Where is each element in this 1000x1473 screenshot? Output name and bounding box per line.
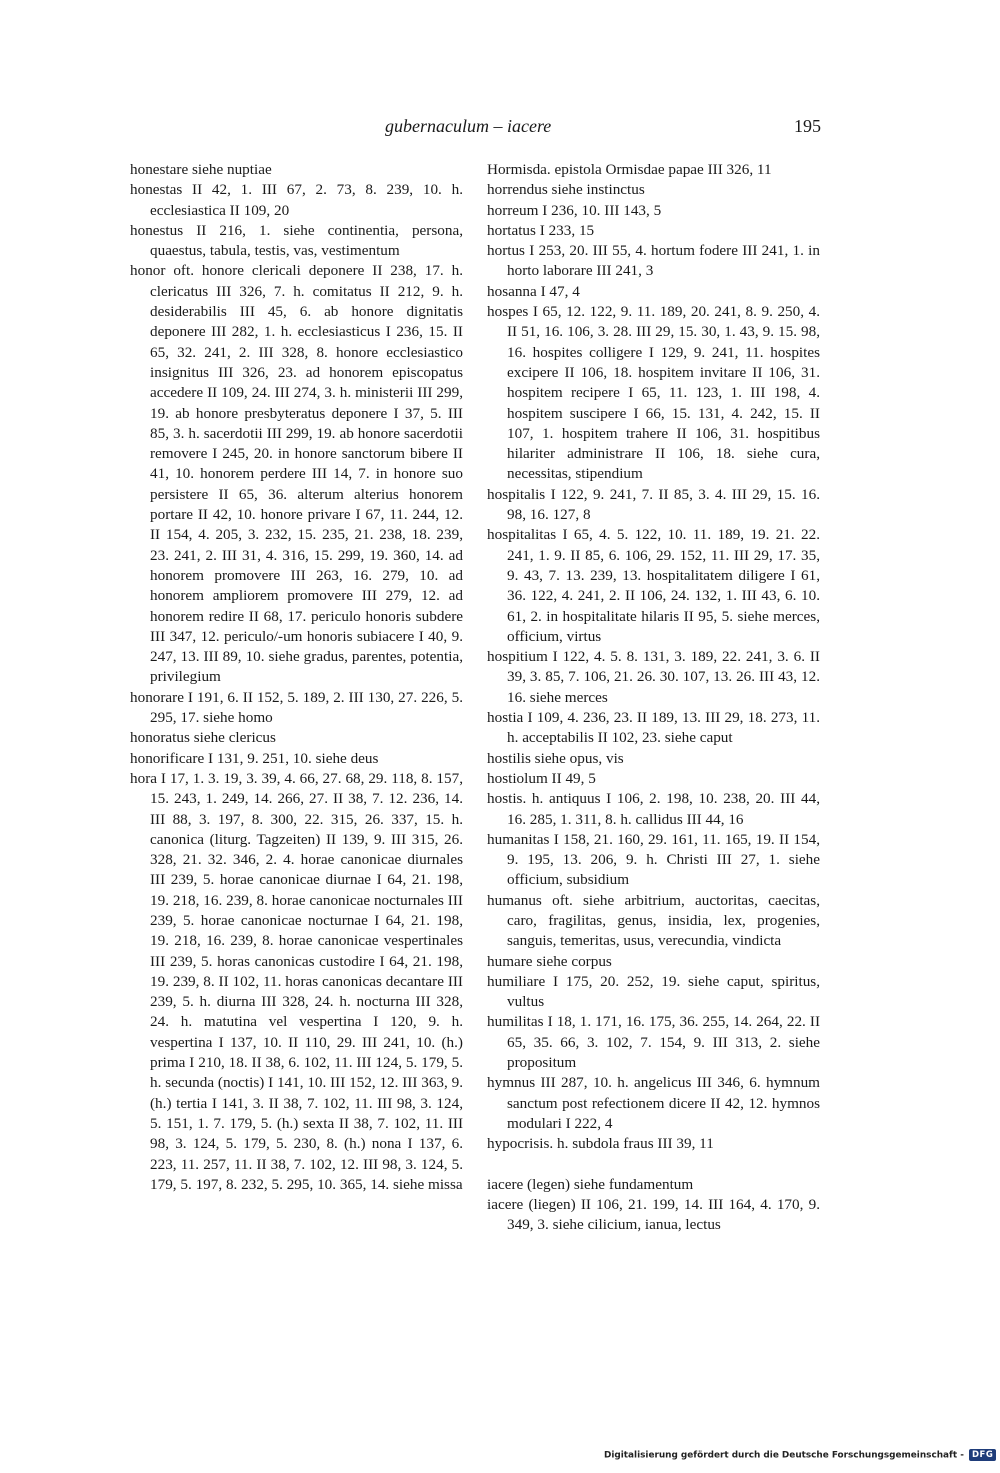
index-entry: honestus II 216, 1. siehe continentia, persona, quaestus, tabula, testis, vas, vestimentum <box>130 221 463 260</box>
index-entry: hosanna I 47, 4 <box>487 282 580 300</box>
index-entry: hospitalitas I 65, 4. 5. 122, 10. 11. 189, 19. 21. 22. 241, 1. 9. II 85, 6. 106, 29. 152, 11. III 29, 17. 35, 9. 43, 7. 13. 239, 13. hospitalitatem diligere I 61, 36. 122, 4. 241, 2. II 106, 24. 132, 1. III 43, 6. 10. 61, 2. in hospitalitate hilaris II 95, 5. siehe merces, officium, virtus <box>487 526 820 645</box>
index-entry: hortatus I 233, 15 <box>487 221 595 239</box>
index-entry: iacere (legen) siehe fundamentum <box>487 1175 694 1193</box>
index-entry: humanitas I 158, 21. 160, 29. 161, 11. 165, 19. II 154, 9. 195, 13. 206, 9. h. Christi III 27, 1. siehe officium, subsidium <box>487 830 820 889</box>
running-head-title: gubernaculum – iacere <box>385 116 552 136</box>
index-entry: honorificare I 131, 9. 251, 10. siehe deus <box>130 749 379 767</box>
index-entry: humare siehe corpus <box>487 952 612 970</box>
index-entry: honor oft. honore clericali deponere II 238, 17. h. clericatus III 326, 7. h. comitatus II 212, 9. h. desiderabilis III 45, 6. ab honore dignitatis deponere III 282, 1. h. ecclesiasticus I 236, 15. II 65, 32. 241, 2. III 328, 8. honore ecclesiastico insignitus III 326, 23. ad honorem episcopatus accedere II 109, 24. III 274, 3. h. ministerii III 299, 19. ab honore presbyteratus deponere I 37, 5. III 85, 3. h. sacerdotii III 299, 19. ab honore sacerdotii removere I 245, 20. in honore sanctorum bibere II 41, 10. honorem perdere III 14, 7. in honore suo persistere II 65, 36. alterum alterius honorem portare II 42, 10. honore privare I 67, 11. 244, 12. II 154, 4. 205, 3. 232, 15. 235, 21. 238, 18. 239, 23. 241, 2. III 31, 4. 316, 15. 299, 19. 360, 14. ad honorem promovere III 263, 16. 279, 10. ad honorem ampliorem promovere III 279, 12. ad honorem redire II 68, 17. periculo honoris subdere III 347, 12. periculo/-um honoris subiacere I 40, 9. 247, 13. III 89, 10. siehe gradus, parentes, potentia, privilegium <box>130 262 463 686</box>
index-entry: iacere (liegen) II 106, 21. 199, 14. III 164, 4. 170, 9. 349, 3. siehe cilicium, ianua, lectus <box>487 1195 820 1234</box>
index-entry: hymnus III 287, 10. h. angelicus III 346, 6. hymnum sanctum post refectionem dicere II 42, 12. hymnos modulari I 222, 4 <box>487 1074 820 1132</box>
index-entry: hospitium I 122, 4. 5. 8. 131, 3. 189, 22. 241, 3. 6. II 39, 3. 85, 7. 106, 21. 26. 30. 107, 13. 26. III 43, 12. 16. siehe merces <box>487 648 820 706</box>
digitization-footer <box>604 1449 996 1465</box>
index-entry: humiliare I 175, 20. 252, 19. siehe caput, spiritus, vultus <box>487 972 820 1011</box>
index-entry: horrendus siehe instinctus <box>487 181 645 199</box>
index-entry: honestas II 42, 1. III 67, 2. 73, 8. 239, 10. h. ecclesiastica II 109, 20 <box>130 181 463 219</box>
index-entry: hostis. h. antiquus I 106, 2. 198, 10. 238, 20. III 44, 16. 285, 1. 311, 8. h. callidus III 44, 16 <box>487 790 820 828</box>
index-entry: hostia I 109, 4. 236, 23. II 189, 13. III 29, 18. 273, 11. h. acceptabilis II 102, 23. siehe caput <box>487 709 820 747</box>
index-entry: honorare I 191, 6. II 152, 5. 189, 2. III 130, 27. 226, 5. 295, 17. siehe homo <box>130 688 463 727</box>
index-entry: hortus I 253, 20. III 55, 4. hortum fodere III 241, 1. in horto laborare III 241, 3 <box>487 242 820 280</box>
index-entry: hora I 17, 1. 3. 19, 3. 39, 4. 66, 27. 68, 29. 118, 8. 157, 15. 243, 1. 249, 14. 266, 27. II 38, 7. 12. 236, 14. III 88, 3. 197, 8. 300, 22. 315, 26. 337, 15. h. canonica (liturg. Tagzeiten) II 139, 9. III 315, 26. 328, 21. 32. 346, 2. 4. horae canonicae diurnales III 239, 5. horae canonicae diurnae I 64, 21. 198, 19. 218, 16. 239, 8. horae canonicae nocturnales III 239, 5. horae canonicae nocturnae I 64, 21. 198, 19. 218, 16. 239, 8. horae canonicae vespertinales III 239, 5. horas canonicas custodire I 64, 21. 198, 19. 239, 8. II 102, 11. horas canonicas decantare III 239, 5. h. diurna III 328, 24. h. nocturna III 328, 24. h. matutina vel vespertina I 120, 9. h. vespertina I 137, 10. II 110, 29. III 241, 10. (h.) prima I 210, 18. II 38, 6. 102, 11. III 124, 5. 179, 5. h. secunda (noctis) I 141, 10. III 152, 12. III 363, 9. (h.) tertia I 141, 3. II 38, 7. 102, 11. III 98, 3. 124, 5. 151, 1. 7. 179, 5. (h.) sexta II 38, 7. 102, 11. III 98, 3. 124, 5. 179, 5. 230, 8. (h.) nona I 137, 6. 223, 11. 257, 11. II 38, 7. 102, 12. III 98, 3. 124, 5. 179, 5. 197, 8. 232, 5. 295, 10. 365, 14. siehe missa <box>130 769 463 1193</box>
index-entry: horreum I 236, 10. III 143, 5 <box>487 201 662 219</box>
index-entry: honoratus siehe clericus <box>130 729 276 747</box>
dfg-logo: DFG <box>969 1449 996 1461</box>
index-column-right <box>487 160 820 1235</box>
index-entry: Hormisda. epistola Ormisdae papae III 326, 11 <box>487 161 772 178</box>
index-entry: humanus oft. siehe arbitrium, auctoritas, caecitas, caro, fragilitas, genus, insidia, lex, progenies, sanguis, temeritas, usus, verecundia, vindicta <box>487 891 820 950</box>
index-entry: honestare siehe nuptiae <box>130 161 272 178</box>
index-entry: hospitalis I 122, 9. 241, 7. II 85, 3. 4. III 29, 15. 16. 98, 16. 127, 8 <box>487 485 820 524</box>
index-entry: humilitas I 18, 1. 171, 16. 175, 36. 255, 14. 264, 22. II 65, 35. 66, 3. 102, 7. 154, 9. III 313, 2. siehe propositum <box>487 1013 820 1072</box>
index-entry: hospes I 65, 12. 122, 9. 11. 189, 20. 241, 8. 9. 250, 4. II 51, 16. 106, 3. 28. III 29, 15. 30, 1. 43, 9. 15. 98, 16. hospites colligere I 129, 9. 241, 11. hospites excipere II 106, 18. hospitem invitare II 106, 31. hospitem recipere I 65, 11. 123, 1. III 198, 4. hospitem suscipere I 66, 15. 131, 4. 242, 15. II 107, 1. hospitem trahere II 106, 31. hospitibus hilariter administrare II 106, 18. siehe cura, necessitas, stipendium <box>487 303 820 483</box>
index-entry: hostilis siehe opus, vis <box>487 749 624 767</box>
index-entry: hypocrisis. h. subdola fraus III 39, 11 <box>487 1135 714 1153</box>
footer-text: Digitalisierung gefördert durch die Deutsche Forschungsgemeinschaft - <box>604 1450 964 1461</box>
index-entry: hostiolum II 49, 5 <box>487 769 596 787</box>
page-number: 195 <box>794 116 821 136</box>
index-column-left <box>130 160 463 1195</box>
running-head <box>385 116 821 140</box>
